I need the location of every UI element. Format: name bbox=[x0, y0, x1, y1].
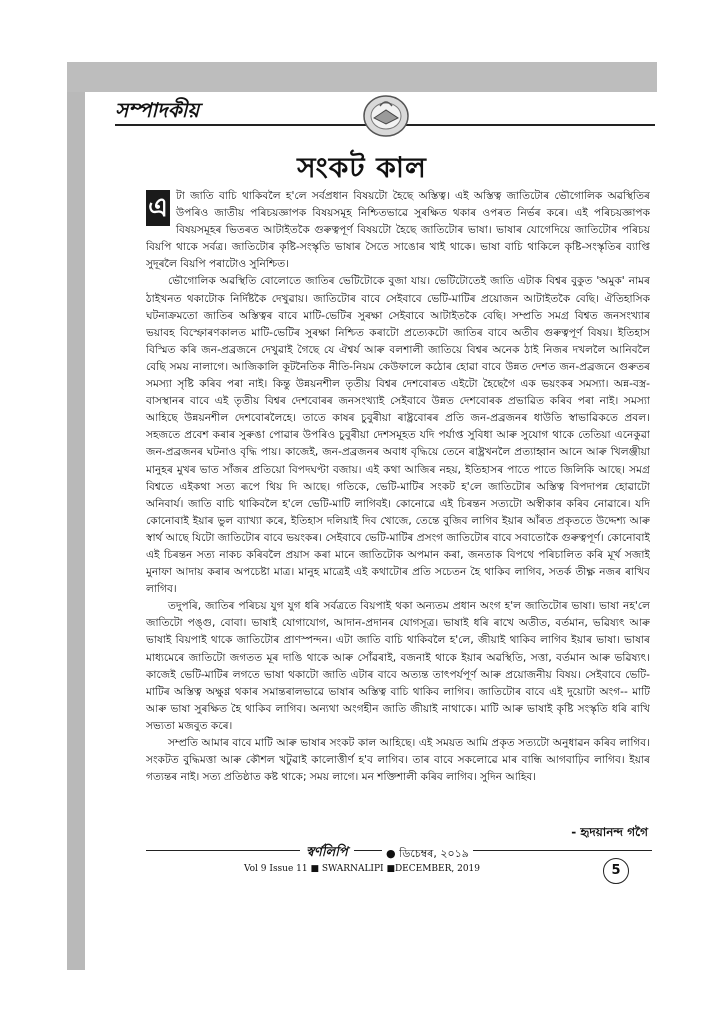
issue-date: ● ডিচেম্বৰ, ২০১৯ bbox=[382, 845, 473, 864]
issue-line: Vol 9 Issue 11 ■ SWARNALIPI ■DECEMBER, 2019 bbox=[243, 864, 481, 874]
book-emblem-icon bbox=[350, 88, 422, 140]
article-title: সংকট কাল bbox=[297, 151, 427, 184]
article-paragraph-3: তদুপৰি, জাতিৰ পৰিচয় যুগ যুগ ধৰি সৰ্বত্ৰতে বিয়পাই থকা অন্যতম প্ৰধান অংগ হ'ল জাতিটোৰ ভাষা। ভাষা নহ'লে জাতিটো পঙ্গু, বোবা। ভাষাই যোগাযোগ, আদান-প্ৰদানৰ যোগসূত্ৰ। ভাষাই ধৰি ৰাখে অতীত, বৰ্তমান, ভৱিষ্যৎ আৰু ভাষাই বিয়পাই থাকে জাতিটোৰ প্ৰাণস্পন্দন। এটা জাতি বাচি থাকিবলৈ হ'লে, জীয়াই থাকিব লাগিব ইয়াৰ ভাষা। ভাষাৰ মাধ্যমেৰে জাতিটো জগতত মূৰ দাঙি থাকে আৰু সোঁৱৰাই, বজনাই থাকে ইয়াৰ অৱস্থিতি, সত্তা, বৰ্তমান আৰু ভৱিষ্যৎ। কাজেই ভেটি-মাটিৰ লগতে ভাষা থকাটো জাতি এটাৰ বাবে অত্যন্ত তাৎপৰ্যপূৰ্ণ আৰু প্ৰয়োজনীয় বিষয়। সেইবাবে ভেটি-মাটিৰ অস্তিত্ব অক্ষুণ্ণ থকাৰ সমান্তৰালভাৱে ভাষাৰ অস্তিত্ব বাচি থাকিব লাগিব। জাতিটোৰ বাবে এই দুয়োটা অংগ-- মাটি আৰু ভাষা সুৰক্ষিত হৈ থাকিব লাগিব। অন্যথা অংগহীন জাতি জীয়াই নাথাকে। মাটি আৰু ভাষাই কৃষ্টি সংস্কৃতি ধৰি ৰাখি সভ্যতা মজবুত কৰে। bbox=[146, 600, 650, 732]
section-title: সম্পাদকীয় bbox=[115, 98, 200, 122]
decorative-sidebar-band bbox=[67, 62, 85, 970]
article-paragraph-2: ভৌগোলিক অৱস্থিতি বোলোতে জাতিৰ ভেটিটোকে বুজা যায়। ভেটিটোতেই জাতি এটাক বিশ্বৰ বুকুত 'অমুক' নামৰ ঠাইখনত থকাটোক নিৰ্দিষ্টকৈ দেখুৱায়। জাতিটোৰ বাবে সেইবাবে ভেটি-মাটিৰ প্ৰয়োজন আটাইতকৈ বেছি। ঐতিহাসিক ঘটনাক্ৰমতো জাতিৰ অস্তিত্বৰ বাবে মাটি-ভেটিৰ সুৰক্ষা সেইবাবে আটাইতকৈ বেছি। সম্প্ৰতি সমগ্ৰ বিশ্বত জনসংখ্যাৰ ভয়াবহ বিস্ফোৰণকালত মাটি-ভেটিৰ সুৰক্ষা নিশ্চিত কৰাটো প্ৰত্যেকটো জাতিৰ বাবে অতীব গুৰুত্বপূৰ্ণ বিষয়। ইতিহাস বিস্মিত কৰি জন-প্ৰব্ৰজনে দেখুৱাই গৈছে যে ঐশ্বৰ্য আৰু বলশালী জাতিয়ে বিশ্বৰ অনেক ঠাই নিজৰ দখললৈ আনিবলৈ বেছি সময় নালাগে। আজিকালি কূটনৈতিক নীতি-নিয়ম কেউফালে কঠোৰ হোৱা বাবে উন্নত দেশত জন-প্ৰব্ৰজনে গুৰুতৰ সমস্যা সৃষ্টি কৰিব পৰা নাই। কিন্তু উন্নয়নশীল তৃতীয় বিশ্বৰ দেশবোৰত এইটো হৈছেগৈ এক ভয়ংকৰ সমস্যা। অন্ন-বস্ত্ৰ-বাসস্থানৰ বাবে এই তৃতীয় বিশ্বৰ দেশবোৰৰ জনসংখ্যাই সেইবাবে উন্নত দেশবোৰক প্ৰভাৱিত কৰিব পৰা নাই। সমস্যা আহিছে উন্নয়নশীল দেশবোৰলৈহে। তাতে কাষৰ চুবুৰীয়া ৰাষ্ট্ৰবোৰৰ প্ৰতি জন-প্ৰব্ৰজনৰ ধাউতি স্বাভাৱিকতে প্ৰবল। সহজতে প্ৰবেশ কৰাৰ সুৰুঙা পোৱাৰ উপৰিও চুবুৰীয়া দেশসমূহত যদি পৰ্যাপ্ত সুবিধা আৰু সুযোগ থাকে তেতিয়া এনেকুৱা জন-প্ৰব্ৰজনৰ ঘটনাও বৃদ্ধি পায়। কাজেই, জন-প্ৰব্ৰজনৰ অবাধ বৃদ্ধিয়ে তেনে ৰাষ্ট্ৰখনলৈ প্ৰত্যাহ্বান আনে আৰু খিলঞ্জীয়া মানুহৰ মুখৰ ভাত সাঁজৰ প্ৰতিয়ো বিপদঘণ্টা বজায়। এই কথা আজিৰ নহয়, ইতিহাসৰ পাতে পাতে জিলিকি আছে। সমগ্ৰ বিশ্বতে এইকথা সত্য ৰূপে থিয় দি আছে। গতিকে, ভেটি-মাটিৰ সংকট হ'লে জাতিটোৰ অস্তিত্ব বিপদাপন্ন হোৱাটো অনিবাৰ্য। জাতি বাচি থাকিবলৈ হ'লে ভেটি-মাটি লাগিবই। কোনোৱে এই চিৰন্তন সত্যটো অস্বীকাৰ কৰিব নোৱাৰে। যদি কোনোবাই ইয়াৰ ভুল ব্যাখ্যা কৰে, ইতিহাস দলিয়াই দিব খোজে, তেন্তে বুজিব লাগিব ইয়াৰ আঁৰত প্ৰকৃততে উদ্দেশ্য আৰু স্বাৰ্থ আছে যিটো জাতিটোৰ বাবে ভয়ংকৰ। সেইবাবে ভেটি-মাটিৰ প্ৰসংগ জাতিটোৰ বাবে সবাতোকৈ গুৰুত্বপূৰ্ণ। কোনোবাই এই চিৰন্তন সত্য নাকচ কৰিবলৈ প্ৰয়াস কৰা মানে জাতিটোক অপমান কৰা, জনতাক বিপথে পৰিচালিত কৰি মূৰ্খ সজাই মুনাফা আদায় কৰাৰ অপচেষ্টা মাত্ৰ। মানুহ মাত্ৰেই এই কথাটোৰ প্ৰতি সচেতন হৈ থাকিব লাগিব, সতৰ্ক তীক্ষ্ণ নজৰ ৰাখিব লাগিব। bbox=[146, 275, 650, 596]
article-paragraph-1 bbox=[146, 188, 650, 273]
article-paragraph-4: সম্প্ৰতি আমাৰ বাবে মাটি আৰু ভাষাৰ সংকট কাল আহিছে। এই সময়ত আমি প্ৰকৃত সত্যটো অনুধাৱন কৰিব লাগিব। সংকটত বুদ্ধিমত্তা আৰু কৌশল খটুৱাই কালোত্তীৰ্ণ হ'ব লাগিব। তাৰ বাবে সকলোৱে মাৰ বান্ধি আগবাঢ়িব লাগিব। ইয়াৰ গত্যন্তৰ নাই। সত্য প্ৰতিষ্ঠাত কষ্ট থাকে; সময় লাগে। মন শক্তিশালী কৰিব লাগিব। সুদিন আহিব। bbox=[146, 737, 650, 784]
drop-cap: এ bbox=[146, 190, 170, 226]
magazine-logo: স্বৰ্ণলিপি bbox=[300, 843, 354, 864]
author-signature: - হৃদয়ানন্দ গগৈ bbox=[571, 825, 648, 839]
page-number: 5 bbox=[603, 858, 629, 884]
article-body bbox=[146, 188, 650, 828]
paragraph-text: টা জাতি বাচি থাকিবলৈ হ'লে সৰ্বপ্ৰধান বিষয়টো হৈছে অস্তিত্ব। এই অস্তিত্ব জাতিটোৰ ভৌগোলিক অৱস্থিতিৰ উপৰিও জাতীয় পৰিচয়জ্ঞাপক বিষয়সমূহ নিশ্চিতভাৱে সুৰক্ষিত থকাৰ ওপৰত নিৰ্ভৰ কৰে। এই পৰিচয়জ্ঞাপক বিষয়সমূহৰ ভিতৰত আটাইতকৈ গুৰুত্বপূৰ্ণ বিষয়টো হৈছে জাতিটোৰ ভাষা। ভাষাৰ যোগেদিয়ে জাতিটোৰ পৰিচয় বিয়পি থাকে সৰ্বত্ৰ। জাতিটোৰ কৃষ্টি-সংস্কৃতি ভাষাৰ সৈতে সাঙোৰ খাই থাকে। ভাষা বাচি থাকিলে কৃষ্টি-সংস্কৃতিৰ ব্যাপ্তি সুদূৰলৈ বিয়পি পৰাটোও সুনিশ্চিত। bbox=[146, 190, 650, 271]
